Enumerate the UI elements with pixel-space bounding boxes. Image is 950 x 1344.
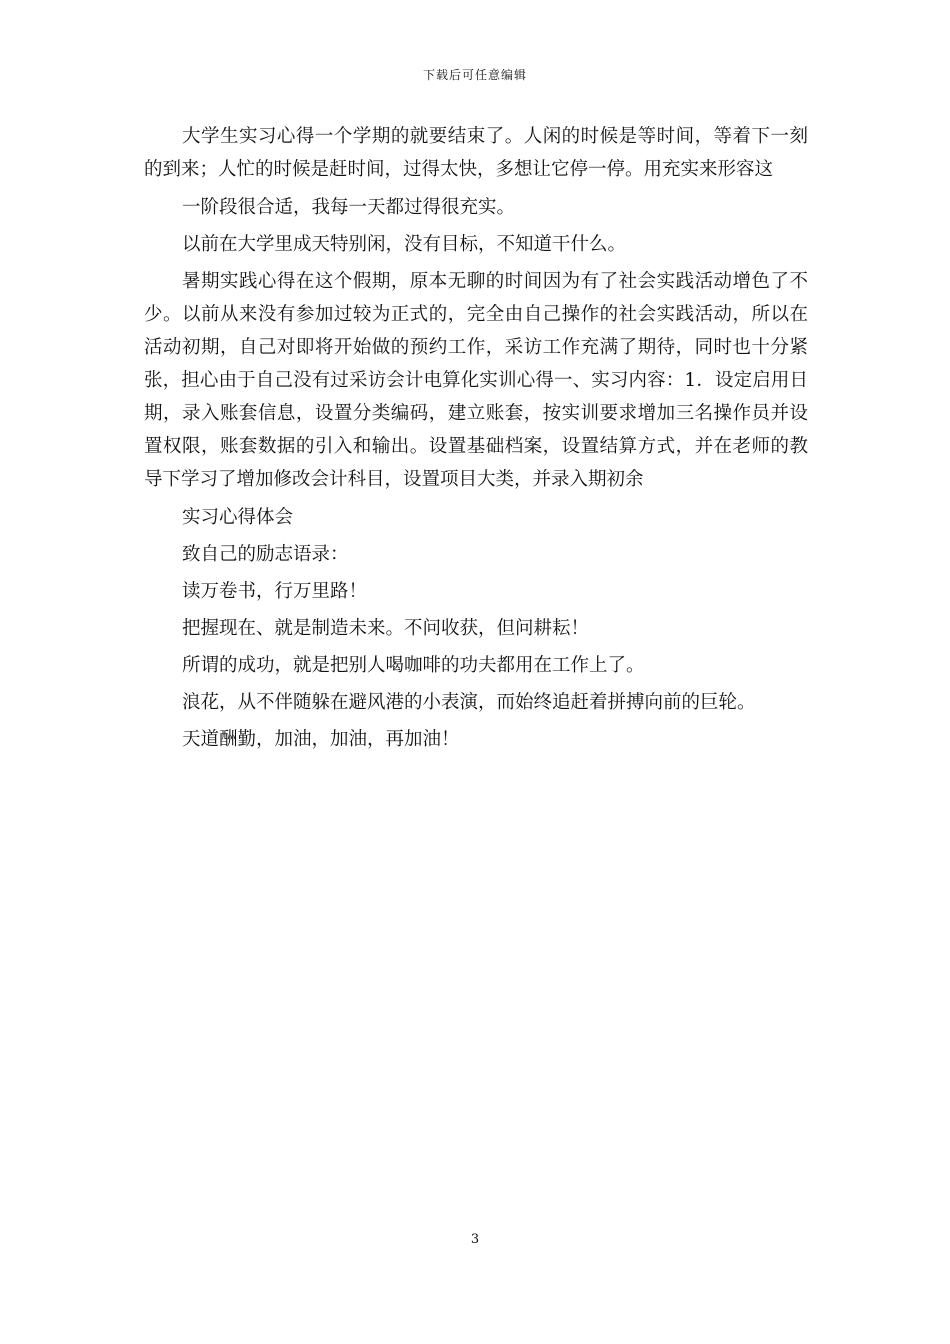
paragraph-motto-5: 天道酬勤，加油，加油，再加油！	[182, 729, 460, 750]
page-number: 3	[470, 1232, 480, 1247]
paragraph-heading-experience: 实习心得体会	[182, 507, 294, 528]
document-body	[144, 120, 808, 760]
paragraph-summer-practice: 暑期实践心得在这个假期，原本无聊的时间因为有了社会实践活动增色了不少。以前从来没有参加过较为正式的，完全由自己操作的社会实践活动，所以在活动初期，自己对即将开始做的预约工作，采访工作充满了期待，同时也十分紧张，担心由于自己没有过采访会计电算化实训心得一、实习内容：1．设定启用日期，录入账套信息，设置分类编码，建立账套，按实训要求增加三名操作员并设置权限，账套数据的引入和输出。设置基础档案，设置结算方式，并在老师的教导下学习了增加修改会计科目，设置项目大类，并录入期初余	[144, 271, 808, 490]
paragraph-college-life: 以前在大学里成天特别闲，没有目标，不知道干什么。	[182, 234, 627, 255]
paragraph-motto-1: 读万卷书，行万里路！	[182, 581, 368, 602]
paragraph-motto-3: 所谓的成功，就是把别人喝咖啡的功夫都用在工作上了。	[182, 655, 645, 676]
paragraph-intro: 大学生实习心得一个学期的就要结束了。人闲的时候是等时间，等着下一刻的到来；人忙的时候是赶时间，过得太快，多想让它停一停。用充实来形容这	[144, 126, 808, 180]
page-header: 下载后可任意编辑	[422, 68, 527, 82]
paragraph-motto-2: 把握现在、就是制造未来。不问收获，但问耕耘！	[182, 618, 590, 639]
paragraph-motto-intro: 致自己的励志语录：	[182, 544, 349, 565]
paragraph-continuation: 一阶段很合适，我每一天都过得很充实。	[182, 197, 516, 218]
paragraph-motto-4: 浪花，从不伴随躲在避风港的小表演，而始终追赶着拼搏向前的巨轮。	[182, 692, 756, 713]
